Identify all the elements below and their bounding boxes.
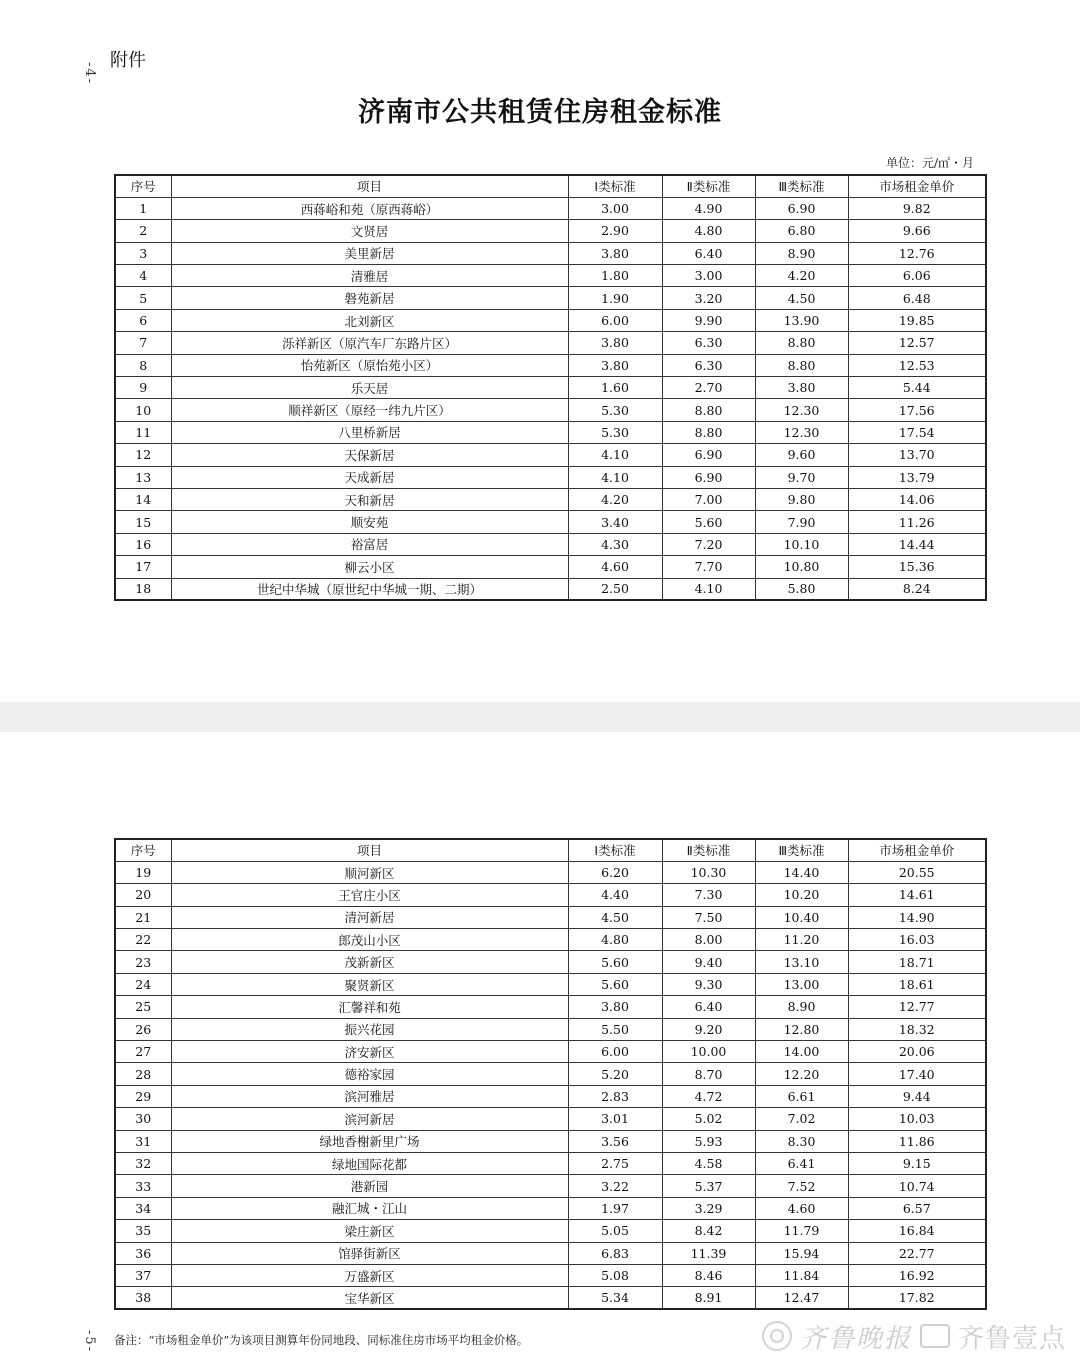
cell-class1: 3.01: [568, 1108, 662, 1130]
cell-class3: 8.80: [755, 354, 848, 376]
cell-project: 德裕家园: [171, 1063, 568, 1085]
cell-project: 磐苑新居: [171, 287, 568, 309]
col-header-index: 序号: [115, 175, 171, 197]
table-row: [115, 906, 986, 928]
cell-index: 8: [115, 354, 171, 376]
cell-index: 14: [115, 488, 171, 510]
cell-project: 北刘新区: [171, 309, 568, 331]
cell-class1: 5.20: [568, 1063, 662, 1085]
cell-class2: 6.90: [662, 466, 755, 488]
cell-class1: 1.60: [568, 377, 662, 399]
cell-project: 美里新居: [171, 242, 568, 264]
cell-market: 11.26: [848, 511, 986, 533]
cell-index: 26: [115, 1018, 171, 1040]
cell-class1: 3.22: [568, 1175, 662, 1197]
cell-index: 34: [115, 1197, 171, 1219]
table-row: [115, 1130, 986, 1152]
cell-class1: 2.75: [568, 1152, 662, 1174]
cell-market: 6.06: [848, 265, 986, 287]
cell-class1: 4.30: [568, 533, 662, 555]
cell-index: 21: [115, 906, 171, 928]
table-row: [115, 1175, 986, 1197]
cell-class3: 11.20: [755, 929, 848, 951]
col-header-project: 项目: [171, 839, 568, 861]
cell-market: 5.44: [848, 377, 986, 399]
table-row: [115, 265, 986, 287]
cell-class3: 11.84: [755, 1264, 848, 1286]
cell-index: 32: [115, 1152, 171, 1174]
cell-class3: 6.41: [755, 1152, 848, 1174]
cell-market: 14.90: [848, 906, 986, 928]
table-row: [115, 242, 986, 264]
cell-class2: 11.39: [662, 1242, 755, 1264]
cell-project: 乐天居: [171, 377, 568, 399]
cell-class3: 7.02: [755, 1108, 848, 1130]
cell-index: 4: [115, 265, 171, 287]
page-number-bottom: -5-: [82, 1330, 97, 1354]
cell-index: 6: [115, 309, 171, 331]
cell-class3: 6.80: [755, 220, 848, 242]
cell-class1: 4.80: [568, 929, 662, 951]
cell-project: 汇馨祥和苑: [171, 996, 568, 1018]
cell-market: 12.76: [848, 242, 986, 264]
cell-index: 17: [115, 556, 171, 578]
cell-class1: 1.80: [568, 265, 662, 287]
cell-market: 12.53: [848, 354, 986, 376]
cell-class2: 8.42: [662, 1220, 755, 1242]
cell-index: 31: [115, 1130, 171, 1152]
table-row: [115, 332, 986, 354]
cell-class3: 12.30: [755, 421, 848, 443]
cell-class2: 8.80: [662, 399, 755, 421]
table-header-row: [115, 839, 986, 861]
cell-class2: 7.20: [662, 533, 755, 555]
cell-class1: 3.80: [568, 996, 662, 1018]
cell-class3: 4.50: [755, 287, 848, 309]
table-row: [115, 578, 986, 600]
page-title: 济南市公共租赁住房租金标准: [358, 97, 722, 128]
cell-class2: 5.60: [662, 511, 755, 533]
table-row: [115, 996, 986, 1018]
cell-market: 16.92: [848, 1264, 986, 1286]
cell-market: 12.77: [848, 996, 986, 1018]
watermark-box-icon: [920, 1324, 950, 1348]
cell-project: 天和新居: [171, 488, 568, 510]
cell-class3: 8.90: [755, 242, 848, 264]
cell-class1: 6.00: [568, 1041, 662, 1063]
cell-market: 14.44: [848, 533, 986, 555]
table-row: [115, 511, 986, 533]
cell-project: 八里桥新居: [171, 421, 568, 443]
cell-class1: 6.20: [568, 861, 662, 883]
cell-class2: 3.20: [662, 287, 755, 309]
cell-market: 18.61: [848, 973, 986, 995]
table-row: [115, 1018, 986, 1040]
table-row: [115, 1220, 986, 1242]
cell-class2: 4.72: [662, 1085, 755, 1107]
cell-class1: 4.50: [568, 906, 662, 928]
cell-index: 12: [115, 444, 171, 466]
col-header-class3: Ⅲ类标准: [755, 839, 848, 861]
cell-class1: 4.10: [568, 444, 662, 466]
table-body-page-2: [115, 861, 986, 1309]
cell-class3: 13.90: [755, 309, 848, 331]
cell-class1: 1.97: [568, 1197, 662, 1219]
cell-project: 天保新居: [171, 444, 568, 466]
cell-index: 37: [115, 1264, 171, 1286]
cell-class2: 2.70: [662, 377, 755, 399]
cell-project: 怡苑新区（原怡苑小区）: [171, 354, 568, 376]
cell-project: 绿地国际花都: [171, 1152, 568, 1174]
cell-market: 12.57: [848, 332, 986, 354]
cell-market: 6.57: [848, 1197, 986, 1219]
cell-project: 宝华新区: [171, 1287, 568, 1309]
table-row: [115, 1108, 986, 1130]
cell-index: 5: [115, 287, 171, 309]
cell-index: 20: [115, 884, 171, 906]
cell-class2: 6.30: [662, 354, 755, 376]
cell-class3: 10.20: [755, 884, 848, 906]
cell-class1: 2.90: [568, 220, 662, 242]
table-row: [115, 466, 986, 488]
cell-class3: 6.61: [755, 1085, 848, 1107]
cell-class3: 7.90: [755, 511, 848, 533]
cell-index: 28: [115, 1063, 171, 1085]
cell-project: 融汇城・江山: [171, 1197, 568, 1219]
table-row: [115, 1085, 986, 1107]
table-row: [115, 1264, 986, 1286]
cell-index: 22: [115, 929, 171, 951]
cell-market: 10.03: [848, 1108, 986, 1130]
col-header-index: 序号: [115, 839, 171, 861]
cell-project: 王官庄小区: [171, 884, 568, 906]
cell-market: 9.66: [848, 220, 986, 242]
rent-table-page-1: [114, 174, 987, 601]
cell-market: 15.36: [848, 556, 986, 578]
cell-class2: 10.00: [662, 1041, 755, 1063]
cell-class2: 9.90: [662, 309, 755, 331]
table-row: [115, 884, 986, 906]
cell-class2: 6.90: [662, 444, 755, 466]
table-row: [115, 197, 986, 219]
cell-class1: 3.80: [568, 332, 662, 354]
cell-class3: 12.30: [755, 399, 848, 421]
cell-index: 7: [115, 332, 171, 354]
cell-market: 16.84: [848, 1220, 986, 1242]
cell-class2: 7.00: [662, 488, 755, 510]
cell-market: 6.48: [848, 287, 986, 309]
table-row: [115, 354, 986, 376]
cell-class3: 11.79: [755, 1220, 848, 1242]
cell-market: 9.15: [848, 1152, 986, 1174]
cell-class2: 6.40: [662, 242, 755, 264]
cell-class2: 6.40: [662, 996, 755, 1018]
cell-class3: 12.47: [755, 1287, 848, 1309]
cell-project: 柳云小区: [171, 556, 568, 578]
cell-class1: 3.00: [568, 197, 662, 219]
table-row: [115, 399, 986, 421]
cell-project: 万盛新区: [171, 1264, 568, 1286]
cell-class1: 3.56: [568, 1130, 662, 1152]
page-gap: [0, 702, 1080, 732]
cell-class3: 10.40: [755, 906, 848, 928]
cell-class3: 12.20: [755, 1063, 848, 1085]
table-row: [115, 444, 986, 466]
cell-class2: 3.29: [662, 1197, 755, 1219]
table-row: [115, 1152, 986, 1174]
table-row: [115, 556, 986, 578]
cell-index: 15: [115, 511, 171, 533]
cell-project: 世纪中华城（原世纪中华城一期、二期）: [171, 578, 568, 600]
cell-class2: 8.91: [662, 1287, 755, 1309]
col-header-market: 市场租金单价: [848, 175, 986, 197]
cell-class2: 5.37: [662, 1175, 755, 1197]
cell-class2: 5.02: [662, 1108, 755, 1130]
watermark: [762, 1318, 1066, 1354]
cell-market: 11.86: [848, 1130, 986, 1152]
cell-market: 13.70: [848, 444, 986, 466]
rent-table-page-2: [114, 838, 987, 1310]
cell-index: 1: [115, 197, 171, 219]
cell-class1: 4.10: [568, 466, 662, 488]
cell-market: 17.56: [848, 399, 986, 421]
cell-project: 文贤居: [171, 220, 568, 242]
attachment-label: 附件: [110, 50, 146, 71]
cell-class3: 5.80: [755, 578, 848, 600]
cell-index: 24: [115, 973, 171, 995]
watermark-brand-1: 齐鲁晚报: [799, 1323, 912, 1354]
cell-project: 济安新区: [171, 1041, 568, 1063]
cell-class2: 9.20: [662, 1018, 755, 1040]
cell-index: 3: [115, 242, 171, 264]
cell-class1: 5.08: [568, 1264, 662, 1286]
col-header-market: 市场租金单价: [848, 839, 986, 861]
cell-class2: 4.80: [662, 220, 755, 242]
cell-class1: 5.05: [568, 1220, 662, 1242]
cell-class1: 4.20: [568, 488, 662, 510]
cell-project: 振兴花园: [171, 1018, 568, 1040]
cell-class3: 3.80: [755, 377, 848, 399]
footnote: 备注：“市场租金单价”为该项目测算年份同地段、同标准住房市场平均租金价格。: [114, 1333, 529, 1347]
cell-project: 天成新居: [171, 466, 568, 488]
table-body-page-1: [115, 197, 986, 600]
cell-class2: 4.90: [662, 197, 755, 219]
table-row: [115, 951, 986, 973]
cell-class3: 14.00: [755, 1041, 848, 1063]
table-row: [115, 533, 986, 555]
cell-class1: 4.40: [568, 884, 662, 906]
cell-project: 西蒋峪和苑（原西蒋峪）: [171, 197, 568, 219]
cell-class2: 7.30: [662, 884, 755, 906]
cell-class1: 4.60: [568, 556, 662, 578]
table-row: [115, 929, 986, 951]
cell-class2: 10.30: [662, 861, 755, 883]
watermark-logo-icon: [762, 1321, 792, 1351]
cell-class1: 2.50: [568, 578, 662, 600]
table-row: [115, 377, 986, 399]
cell-class3: 6.90: [755, 197, 848, 219]
table-row: [115, 309, 986, 331]
cell-index: 30: [115, 1108, 171, 1130]
cell-class2: 7.50: [662, 906, 755, 928]
cell-project: 滨河雅居: [171, 1085, 568, 1107]
table-header-row: [115, 175, 986, 197]
cell-project: 顺安苑: [171, 511, 568, 533]
cell-market: 9.82: [848, 197, 986, 219]
cell-class3: 15.94: [755, 1242, 848, 1264]
cell-project: 梁庄新区: [171, 1220, 568, 1242]
col-header-class2: Ⅱ类标准: [662, 839, 755, 861]
cell-index: 13: [115, 466, 171, 488]
cell-class1: 5.50: [568, 1018, 662, 1040]
table-row: [115, 973, 986, 995]
col-header-class2: Ⅱ类标准: [662, 175, 755, 197]
cell-class1: 2.83: [568, 1085, 662, 1107]
cell-project: 顺河新区: [171, 861, 568, 883]
cell-class2: 4.10: [662, 578, 755, 600]
cell-class3: 9.70: [755, 466, 848, 488]
cell-market: 20.55: [848, 861, 986, 883]
cell-project: 裕富居: [171, 533, 568, 555]
cell-project: 滨河新居: [171, 1108, 568, 1130]
unit-label: 单位：元/㎡・月: [885, 156, 974, 170]
cell-class3: 4.60: [755, 1197, 848, 1219]
cell-class1: 6.83: [568, 1242, 662, 1264]
cell-index: 36: [115, 1242, 171, 1264]
cell-market: 22.77: [848, 1242, 986, 1264]
cell-index: 35: [115, 1220, 171, 1242]
cell-market: 14.61: [848, 884, 986, 906]
cell-class2: 8.46: [662, 1264, 755, 1286]
cell-project: 顺祥新区（原经一纬九片区）: [171, 399, 568, 421]
page-number-top: -4-: [82, 62, 97, 86]
cell-market: 9.44: [848, 1085, 986, 1107]
cell-market: 13.79: [848, 466, 986, 488]
cell-class3: 10.80: [755, 556, 848, 578]
cell-class3: 4.20: [755, 265, 848, 287]
cell-market: 10.74: [848, 1175, 986, 1197]
cell-class3: 7.52: [755, 1175, 848, 1197]
cell-index: 25: [115, 996, 171, 1018]
cell-market: 17.40: [848, 1063, 986, 1085]
cell-class2: 5.93: [662, 1130, 755, 1152]
cell-class1: 5.30: [568, 421, 662, 443]
cell-class1: 3.40: [568, 511, 662, 533]
table-row: [115, 861, 986, 883]
cell-index: 2: [115, 220, 171, 242]
table-row: [115, 1197, 986, 1219]
cell-class2: 8.80: [662, 421, 755, 443]
col-header-class3: Ⅲ类标准: [755, 175, 848, 197]
cell-class1: 3.80: [568, 242, 662, 264]
table-row: [115, 488, 986, 510]
table-row: [115, 421, 986, 443]
cell-market: 17.54: [848, 421, 986, 443]
cell-market: 18.32: [848, 1018, 986, 1040]
cell-index: 29: [115, 1085, 171, 1107]
col-header-project: 项目: [171, 175, 568, 197]
cell-index: 23: [115, 951, 171, 973]
cell-project: 茂新新区: [171, 951, 568, 973]
cell-index: 18: [115, 578, 171, 600]
cell-class3: 8.80: [755, 332, 848, 354]
cell-class3: 10.10: [755, 533, 848, 555]
cell-class1: 5.60: [568, 973, 662, 995]
cell-index: 9: [115, 377, 171, 399]
table-row: [115, 1041, 986, 1063]
cell-class1: 6.00: [568, 309, 662, 331]
cell-class2: 4.58: [662, 1152, 755, 1174]
cell-market: 8.24: [848, 578, 986, 600]
table-row: [115, 1287, 986, 1309]
cell-class3: 14.40: [755, 861, 848, 883]
table-row: [115, 1242, 986, 1264]
cell-class3: 9.60: [755, 444, 848, 466]
cell-market: 19.85: [848, 309, 986, 331]
cell-project: 清雅居: [171, 265, 568, 287]
table-row: [115, 1063, 986, 1085]
cell-market: 20.06: [848, 1041, 986, 1063]
cell-index: 16: [115, 533, 171, 555]
cell-project: 绿地香榭新里广场: [171, 1130, 568, 1152]
cell-class2: 8.00: [662, 929, 755, 951]
cell-class3: 8.30: [755, 1130, 848, 1152]
col-header-class1: Ⅰ类标准: [568, 839, 662, 861]
cell-project: 港新园: [171, 1175, 568, 1197]
cell-class3: 8.90: [755, 996, 848, 1018]
cell-market: 17.82: [848, 1287, 986, 1309]
cell-class1: 5.60: [568, 951, 662, 973]
cell-index: 19: [115, 861, 171, 883]
watermark-brand-2: 齐鲁壹点: [957, 1323, 1066, 1354]
cell-class3: 9.80: [755, 488, 848, 510]
table-row: [115, 287, 986, 309]
cell-project: 泺祥新区（原汽车厂东路片区）: [171, 332, 568, 354]
table-row: [115, 220, 986, 242]
cell-class2: 9.30: [662, 973, 755, 995]
cell-class1: 5.34: [568, 1287, 662, 1309]
cell-class3: 12.80: [755, 1018, 848, 1040]
cell-index: 10: [115, 399, 171, 421]
cell-market: 14.06: [848, 488, 986, 510]
cell-project: 郎茂山小区: [171, 929, 568, 951]
cell-class2: 3.00: [662, 265, 755, 287]
cell-project: 聚贤新区: [171, 973, 568, 995]
cell-market: 18.71: [848, 951, 986, 973]
cell-class2: 7.70: [662, 556, 755, 578]
cell-project: 馆驿街新区: [171, 1242, 568, 1264]
cell-class3: 13.10: [755, 951, 848, 973]
col-header-class1: Ⅰ类标准: [568, 175, 662, 197]
cell-project: 清河新居: [171, 906, 568, 928]
cell-class3: 13.00: [755, 973, 848, 995]
cell-index: 27: [115, 1041, 171, 1063]
cell-class2: 9.40: [662, 951, 755, 973]
cell-market: 16.03: [848, 929, 986, 951]
cell-index: 11: [115, 421, 171, 443]
cell-class1: 1.90: [568, 287, 662, 309]
cell-index: 38: [115, 1287, 171, 1309]
cell-index: 33: [115, 1175, 171, 1197]
cell-class2: 8.70: [662, 1063, 755, 1085]
cell-class1: 5.30: [568, 399, 662, 421]
cell-class1: 3.80: [568, 354, 662, 376]
cell-class2: 6.30: [662, 332, 755, 354]
